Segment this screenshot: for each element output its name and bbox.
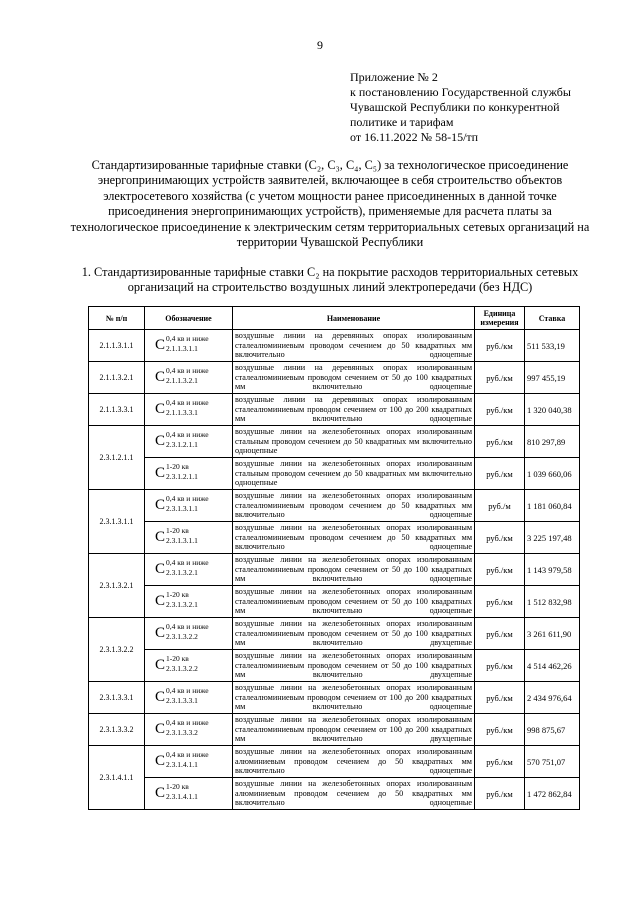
designation-symbol: C [155, 721, 166, 737]
table-row [89, 394, 580, 426]
row-number: 2.1.1.3.1.1 [89, 330, 145, 362]
row-unit: руб./км [475, 458, 525, 490]
designation-symbol: C [155, 689, 166, 705]
designation-symbol: C [155, 657, 166, 673]
row-unit: руб./км [475, 650, 525, 682]
row-number: 2.3.1.3.1.1 [89, 490, 145, 554]
designation-symbol: C [155, 593, 166, 609]
page-number: 9 [317, 38, 323, 52]
row-rate: 1 181 060,84 [525, 490, 580, 522]
designation-voltage: 0,4 кв и ниже [166, 334, 209, 343]
table-row [89, 714, 580, 746]
row-rate: 1 039 660,06 [525, 458, 580, 490]
row-unit: руб./км [475, 426, 525, 458]
row-number: 2.3.1.3.3.1 [89, 682, 145, 714]
designation-index: 2.3.1.4.1.1 [166, 792, 198, 801]
designation-symbol: C [155, 529, 166, 545]
row-number: 2.3.1.2.1.1 [89, 426, 145, 490]
designation-symbol: C [155, 561, 166, 577]
appendix-line: Чувашской Республики по конкурентной [350, 100, 560, 114]
designation-voltage: 0,4 кв и ниже [166, 366, 209, 375]
row-unit: руб./км [475, 618, 525, 650]
designation-index: 2.3.1.3.2.2 [166, 632, 198, 641]
designation-index: 2.3.1.3.3.2 [166, 728, 198, 737]
row-designation [145, 554, 233, 586]
row-name: воздушные линии на железобетонных опорах изолированным стальным проводом сечением до 50 квадратных мм включительно одноцепные [233, 458, 475, 490]
designation-voltage: 1-20 кв [166, 526, 189, 535]
designation-symbol: C [155, 753, 166, 769]
row-name: воздушные линии на железобетонных опорах изолированным алюминиевым проводом сечением до 50 квадратных мм включительно одноцепные [233, 778, 475, 810]
row-number: 2.1.1.3.2.1 [89, 362, 145, 394]
row-unit: руб./км [475, 778, 525, 810]
designation-voltage: 0,4 кв и ниже [166, 558, 209, 567]
row-name: воздушные линии на железобетонных опорах изолированным сталеалюминиевым проводом сечением до 50 квадратных мм включительно одноцепные [233, 490, 475, 522]
row-name: воздушные линии на деревянных опорах изолированным сталеалюминиевым проводом сечением от 50 до 100 квадратных мм включительно одноцепные [233, 362, 475, 394]
designation-index: 2.1.1.3.1.1 [166, 344, 198, 353]
table-row [89, 362, 580, 394]
designation-index: 2.1.1.3.3.1 [166, 408, 198, 417]
designation-voltage: 0,4 кв и ниже [166, 398, 209, 407]
designation-index: 2.3.1.2.1.1 [166, 440, 198, 449]
row-unit: руб./км [475, 330, 525, 362]
designation-index: 2.3.1.3.2.2 [166, 664, 198, 673]
row-rate: 3 225 197,48 [525, 522, 580, 554]
row-designation [145, 426, 233, 458]
row-unit: руб./м [475, 490, 525, 522]
row-name: воздушные линии на железобетонных опорах изолированным сталеалюминиевым проводом сечением от 100 до 200 квадратных мм включительно одноцепные [233, 682, 475, 714]
table-row [89, 650, 580, 682]
designation-voltage: 0,4 кв и ниже [166, 494, 209, 503]
row-number: 2.3.1.3.2.1 [89, 554, 145, 618]
designation-index: 2.3.1.3.3.1 [166, 696, 198, 705]
row-designation [145, 394, 233, 426]
row-rate: 2 434 976,64 [525, 682, 580, 714]
table-row [89, 746, 580, 778]
row-unit: руб./км [475, 554, 525, 586]
row-number: 2.3.1.3.2.2 [89, 618, 145, 682]
row-rate: 998 875,67 [525, 714, 580, 746]
table-row [89, 554, 580, 586]
designation-symbol: C [155, 433, 166, 449]
table-row [89, 778, 580, 810]
row-unit: руб./км [475, 682, 525, 714]
row-designation [145, 714, 233, 746]
designation-symbol: C [155, 401, 166, 417]
designation-symbol: C [155, 785, 166, 801]
designation-index: 2.3.1.2.1.1 [166, 472, 198, 481]
table-row [89, 586, 580, 618]
designation-symbol: C [155, 497, 166, 513]
row-name: воздушные линии на железобетонных опорах изолированным сталеалюминиевым проводом сечением до 50 квадратных мм включительно одноцепные [233, 522, 475, 554]
designation-index: 2.3.1.3.1.1 [166, 504, 198, 513]
designation-index: 2.1.1.3.2.1 [166, 376, 198, 385]
designation-voltage: 0,4 кв и ниже [166, 718, 209, 727]
table-body [89, 330, 580, 810]
row-designation [145, 586, 233, 618]
designation-voltage: 0,4 кв и ниже [166, 430, 209, 439]
appendix-line: от 16.11.2022 № 58-15/тп [350, 130, 479, 144]
header-rate: Ставка [525, 307, 580, 330]
row-unit: руб./км [475, 522, 525, 554]
designation-symbol: C [155, 465, 166, 481]
appendix-line: политике и тарифам [350, 115, 454, 129]
designation-index: 2.3.1.4.1.1 [166, 760, 198, 769]
header-number: № п/п [89, 307, 145, 330]
designation-voltage: 0,4 кв и ниже [166, 622, 209, 631]
designation-symbol: C [155, 337, 166, 353]
row-rate: 1 512 832,98 [525, 586, 580, 618]
row-number: 2.1.1.3.3.1 [89, 394, 145, 426]
section-heading: 1. Стандартизированные тарифные ставки C₂ на покрытие расходов территориальных сетевых организаций на строительство воздушных линий электропередачи (без НДС) [81, 265, 579, 295]
designation-voltage: 1-20 кв [166, 590, 189, 599]
row-unit: руб./км [475, 746, 525, 778]
row-rate: 4 514 462,26 [525, 650, 580, 682]
row-unit: руб./км [475, 394, 525, 426]
row-name: воздушные линии на деревянных опорах изолированным сталеалюминиевым проводом сечением до 50 квадратных мм включительно одноцепные [233, 330, 475, 362]
row-designation [145, 458, 233, 490]
row-designation [145, 650, 233, 682]
row-designation [145, 618, 233, 650]
row-number: 2.3.1.4.1.1 [89, 746, 145, 810]
designation-voltage: 1-20 кв [166, 462, 189, 471]
row-rate: 3 261 611,90 [525, 618, 580, 650]
table-row [89, 458, 580, 490]
designation-voltage: 0,4 кв и ниже [166, 686, 209, 695]
designation-voltage: 1-20 кв [166, 782, 189, 791]
designation-index: 2.3.1.3.2.1 [166, 600, 198, 609]
row-designation [145, 330, 233, 362]
document-heading: Стандартизированные тарифные ставки (C₂, C₃, C₄, C₅) за технологическое присоединение энергопринимающих устройств заявителей, включающее в себя строительство объектов электросетевого хозяйства (с учетом мощности ранее присоединенных в данной точке присоединения энергопринимающих устройств), применяемые для расчета платы за технологическое присоединение к электрическим сетям территориальных сетевых организаций на территории Чувашской Республики [70, 158, 590, 250]
row-name: воздушные линии на железобетонных опорах изолированным алюминиевым проводом сечением до 50 квадратных мм включительно одноцепные [233, 746, 475, 778]
designation-symbol: C [155, 369, 166, 385]
table-row [89, 330, 580, 362]
row-rate: 997 455,19 [525, 362, 580, 394]
row-rate: 1 472 862,84 [525, 778, 580, 810]
row-name: воздушные линии на железобетонных опорах изолированным сталеалюминиевым проводом сечением от 50 до 100 квадратных мм включительно двухцепные [233, 618, 475, 650]
row-designation [145, 522, 233, 554]
header-designation: Обозначение [145, 307, 233, 330]
header-name: Наименование [233, 307, 475, 330]
designation-voltage: 0,4 кв и ниже [166, 750, 209, 759]
row-rate: 570 751,07 [525, 746, 580, 778]
row-name: воздушные линии на железобетонных опорах изолированным сталеалюминиевым проводом сечением от 100 до 200 квадратных мм включительно двухцепные [233, 714, 475, 746]
header-unit: Единица измерения [475, 307, 525, 330]
row-name: воздушные линии на железобетонных опорах изолированным сталеалюминиевым проводом сечением от 50 до 100 квадратных мм включительно одноцепные [233, 554, 475, 586]
rates-table [88, 306, 580, 810]
row-name: воздушные линии на железобетонных опорах изолированным сталеалюминиевым проводом сечением от 50 до 100 квадратных мм включительно одноцепные [233, 586, 475, 618]
designation-voltage: 1-20 кв [166, 654, 189, 663]
table-header-row [89, 307, 580, 330]
row-designation [145, 746, 233, 778]
row-name: воздушные линии на железобетонных опорах изолированным сталеалюминиевым проводом сечением от 50 до 100 квадратных мм включительно двухцепные [233, 650, 475, 682]
table-row [89, 682, 580, 714]
appendix-block [350, 70, 571, 145]
table-row [89, 522, 580, 554]
appendix-line: Приложение № 2 [350, 70, 438, 84]
row-designation [145, 778, 233, 810]
row-designation [145, 682, 233, 714]
row-name: воздушные линии на железобетонных опорах изолированным стальным проводом сечением до 50 квадратных мм включительно одноцепные [233, 426, 475, 458]
designation-symbol: C [155, 625, 166, 641]
row-rate: 1 320 040,38 [525, 394, 580, 426]
row-number: 2.3.1.3.3.2 [89, 714, 145, 746]
row-rate: 511 533,19 [525, 330, 580, 362]
row-rate: 810 297,89 [525, 426, 580, 458]
designation-index: 2.3.1.3.1.1 [166, 536, 198, 545]
table-row [89, 618, 580, 650]
row-unit: руб./км [475, 714, 525, 746]
row-designation [145, 490, 233, 522]
table-row [89, 490, 580, 522]
row-rate: 1 143 979,58 [525, 554, 580, 586]
row-unit: руб./км [475, 586, 525, 618]
row-name: воздушные линии на деревянных опорах изолированным сталеалюминиевым проводом сечением от 100 до 200 квадратных мм включительно одноцепные [233, 394, 475, 426]
designation-index: 2.3.1.3.2.1 [166, 568, 198, 577]
table-row [89, 426, 580, 458]
appendix-line: к постановлению Государственной службы [350, 85, 571, 99]
row-unit: руб./км [475, 362, 525, 394]
row-designation [145, 362, 233, 394]
